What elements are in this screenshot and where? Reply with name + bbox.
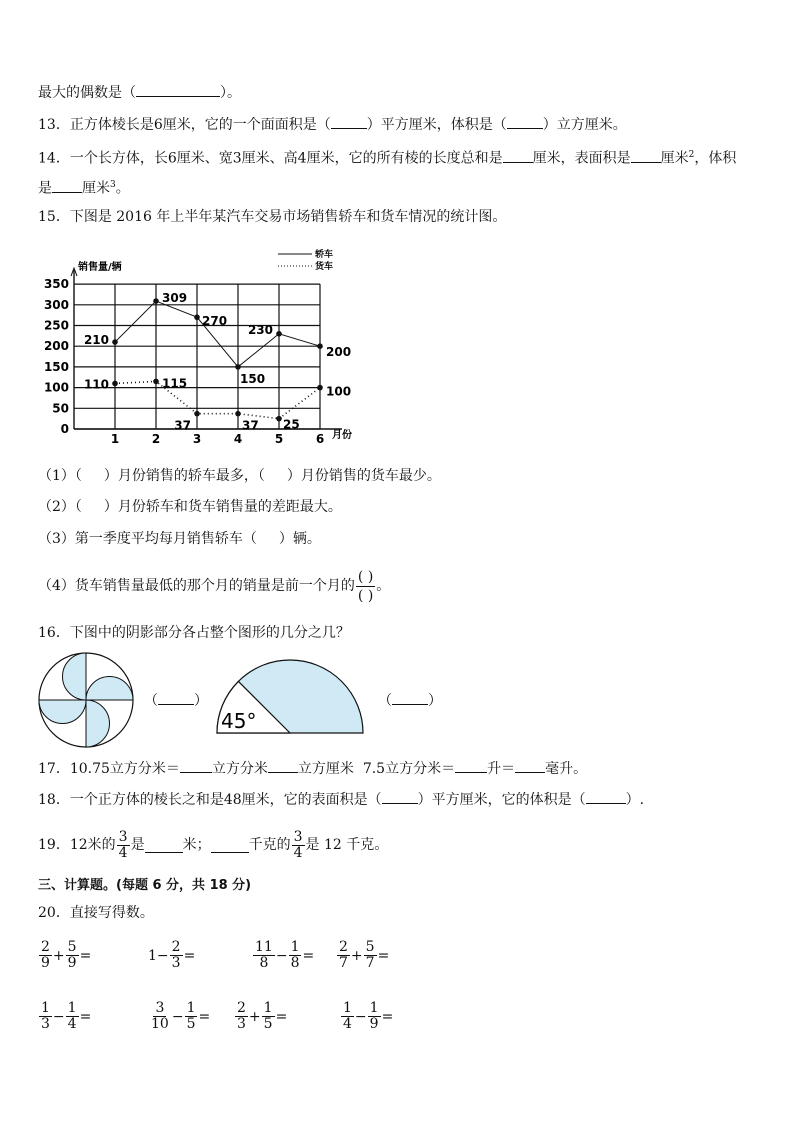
- y-tick-label: 50: [52, 401, 69, 416]
- answer-blank[interactable]: [586, 789, 626, 804]
- answer-blank[interactable]: [136, 82, 220, 97]
- data-point: [276, 416, 282, 422]
- figure-semicircle-sector: [212, 647, 372, 737]
- question-17: 17．10.75立方分米＝ 立方分米 立方厘米 7.5立方分米＝ 升＝ 毫升。: [38, 758, 587, 779]
- calc-expression: $\frac{2}{3}$ + $\frac{1}{5}$ =: [237, 1000, 288, 1032]
- y-tick-label: 350: [43, 277, 69, 292]
- series-line-car: [115, 301, 320, 367]
- data-label: 115: [162, 376, 188, 391]
- question-20-intro: 20．直接写得数。: [38, 905, 154, 921]
- sales-line-chart: [34, 246, 374, 446]
- data-point: [276, 331, 282, 337]
- y-tick-label: 150: [43, 359, 69, 374]
- question-19: 19． 12 米的 $\frac{3}{4}$ 是 米； 千克的 $\frac{3}{4}$ 是 12 千克。: [38, 828, 389, 861]
- y-tick-label: 300: [43, 297, 69, 312]
- answer-paren-2[interactable]: （ ）: [378, 690, 442, 711]
- x-tick-label: 4: [233, 432, 243, 446]
- calc-expression: $\frac{1}{3}$ − $\frac{1}{4}$ =: [41, 1000, 92, 1032]
- calc-expression: $\frac{2}{9}$ + $\frac{5}{9}$ =: [41, 939, 92, 971]
- y-tick-label: 200: [43, 339, 69, 354]
- y-tick-label: 100: [43, 380, 69, 395]
- answer-blank[interactable]: [382, 789, 418, 804]
- q12-tail: 最大的偶数是（ ）。: [38, 82, 241, 103]
- question-14: 14．一个长方体，长6厘米、宽3厘米、高4厘米，它的所有棱的长度总和是 厘米，表面积是 厘米$^2$，体积: [38, 145, 736, 169]
- calc-expression: 1− $\frac{2}{3}$ =: [148, 939, 196, 971]
- question-14-cont: 是 厘米$^3$。: [38, 175, 130, 199]
- y-axis-label: 销售量/辆: [78, 262, 122, 273]
- data-point: [235, 411, 241, 417]
- calc-expression: $\frac{1}{4}$ − $\frac{1}{9}$ =: [343, 1000, 394, 1032]
- q15-sub1: （1）（ ）月份销售的轿车最多，（ ）月份销售的货车最少。: [38, 468, 441, 484]
- answer-blank[interactable]: [631, 148, 661, 163]
- data-label: 25: [283, 417, 300, 432]
- question-16-intro: 16．下图中的阴影部分各占整个图形的几分之几？: [38, 625, 350, 641]
- data-label: 230: [247, 322, 273, 337]
- q15-sub3: （3）第一季度平均每月销售轿车（ ）辆。: [38, 531, 321, 547]
- figure-pinwheel-circle: [38, 652, 138, 752]
- x-tick-label: 5: [274, 432, 284, 446]
- data-label: 150: [240, 371, 266, 386]
- chart-series: [84, 291, 351, 433]
- y-tick-label: 0: [60, 422, 69, 436]
- data-label: 37: [174, 418, 191, 433]
- answer-blank[interactable]: [145, 838, 183, 853]
- data-point: [194, 314, 200, 320]
- answer-blank[interactable]: [503, 148, 533, 163]
- data-point: [194, 411, 200, 417]
- y-tick-label: 250: [43, 318, 69, 333]
- angle-label: 45°: [221, 709, 257, 733]
- x-axis-label: 月份: [332, 430, 352, 441]
- data-label: 309: [162, 291, 188, 306]
- data-label: 200: [326, 345, 352, 360]
- data-label: 110: [83, 377, 109, 392]
- calc-expression: $\frac{3}{10}$ − $\frac{1}{5}$ =: [151, 1000, 211, 1032]
- answer-blank[interactable]: [52, 178, 82, 193]
- data-point: [112, 381, 118, 387]
- data-label: 100: [326, 384, 352, 399]
- answer-blank[interactable]: [180, 758, 212, 773]
- calc-expression: $\frac{2}{7}$ + $\frac{5}{7}$ =: [339, 939, 390, 971]
- data-point: [317, 385, 323, 391]
- x-tick-label: 1: [110, 432, 120, 446]
- answer-blank[interactable]: [268, 758, 298, 773]
- data-label: 37: [242, 418, 259, 433]
- answer-blank[interactable]: [515, 758, 545, 773]
- q15-sub2: （2）（ ）月份轿车和货车销售量的差距最大。: [38, 499, 342, 515]
- legend-car: 轿车: [315, 250, 334, 260]
- calc-expression: $\frac{11}{8}$ − $\frac{1}{8}$ =: [255, 939, 315, 971]
- series-line-truck: [115, 381, 320, 418]
- chart-grid: [71, 268, 342, 429]
- data-point: [153, 298, 159, 304]
- answer-blank[interactable]: [331, 114, 367, 129]
- q15-sub4: （4）货车销售量最低的那个月的销量是前一个月的 $\frac{( )}{( )}$ 。: [38, 568, 391, 604]
- answer-blank[interactable]: [211, 838, 249, 853]
- answer-blank[interactable]: [455, 758, 487, 773]
- question-18: 18．一个正方体的棱长之和是48厘米，它的表面积是（ ）平方厘米，它的体积是（ ）.: [38, 789, 644, 810]
- data-point: [317, 343, 323, 349]
- x-tick-label: 2: [151, 432, 161, 446]
- data-point: [112, 339, 118, 345]
- answer-blank[interactable]: [507, 114, 543, 129]
- question-13: 13．正方体棱长是6厘米，它的一个面面积是（ ）平方厘米，体积是（ ）立方厘米。: [38, 114, 627, 135]
- data-label: 270: [202, 314, 228, 329]
- answer-fraction[interactable]: $\frac{( )}{( )}$: [357, 568, 374, 604]
- x-tick-label: 6: [315, 432, 325, 446]
- data-label: 210: [83, 333, 109, 348]
- question-15-intro: 15．下图是 2016 年上半年某汽车交易市场销售轿车和货车情况的统计图。: [38, 209, 507, 225]
- answer-paren-1[interactable]: （ ）: [144, 690, 208, 711]
- data-point: [235, 364, 241, 370]
- legend-truck: 货车: [315, 262, 334, 272]
- section-3-heading: 三、计算题。(每题 6 分，共 18 分): [38, 878, 252, 893]
- x-tick-label: 3: [192, 432, 202, 446]
- data-point: [153, 379, 159, 385]
